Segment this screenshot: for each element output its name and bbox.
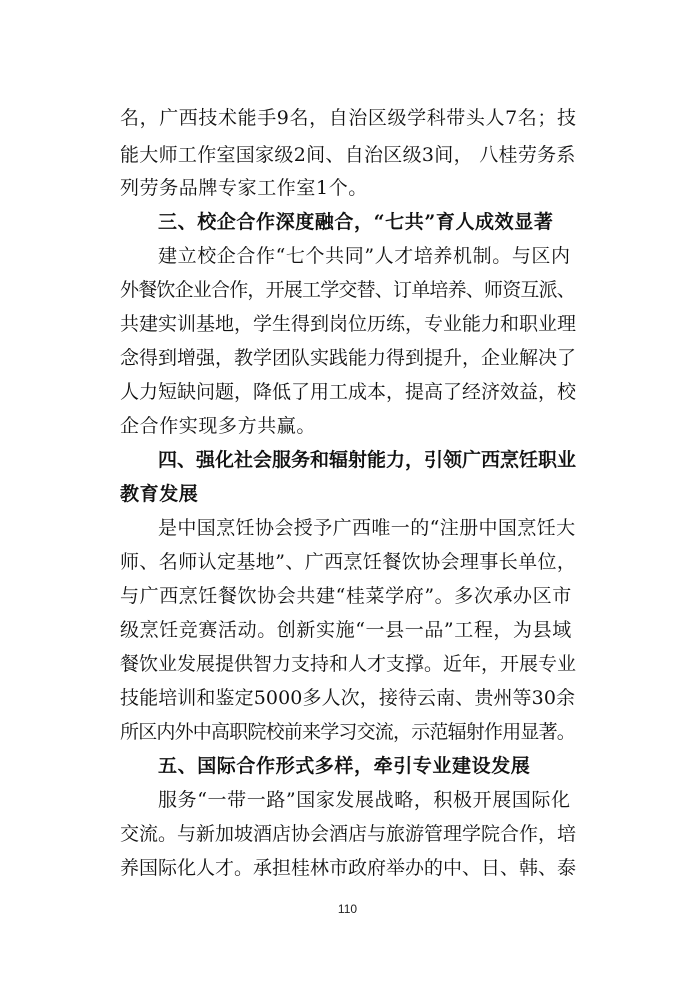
section-heading-3: 三、校企合作深度融合，“七共”育人成效显著 xyxy=(158,211,554,233)
text-line-5: 建立校企合作“七个共同”人才培养机制。与区内 xyxy=(158,245,571,267)
text-line-16: 级烹饪竞赛活动。创新实施“一县一品”工程，为县域 xyxy=(120,619,572,641)
text-line-3: 列劳务品牌专家工作室1个。 xyxy=(120,177,368,199)
text-line-23: 养国际化人才。承担桂林市政府举办的中、日、韩、泰 xyxy=(120,857,577,879)
text-line-21: 服务“一带一路”国家发展战略，积极开展国际化 xyxy=(158,789,571,811)
text-line-14: 师、名师认定基地”、广西烹饪餐饮协会理事长单位， xyxy=(120,551,577,573)
text-line-13: 是中国烹饪协会授予广西唯一的“注册中国烹饪大 xyxy=(158,517,576,539)
text-line-15: 与广西烹饪餐饮协会共建“桂菜学府”。多次承办区市 xyxy=(120,585,572,607)
text-line-22: 交流。与新加坡酒店协会酒店与旅游管理学院合作，培 xyxy=(120,823,577,845)
text-line-7: 共建实训基地，学生得到岗位历练，专业能力和职业理 xyxy=(120,313,577,335)
text-line-18: 技能培训和鉴定5000多人次，接待云南、贵州等30余 xyxy=(120,687,576,709)
section-heading-5: 五、国际合作形式多样，牵引专业建设发展 xyxy=(158,755,531,777)
text-line-2: 能大师工作室国家级2间、自治区级3间， 八桂劳务系 xyxy=(120,144,576,166)
text-line-1: 名，广西技术能手9名，自治区级学科带头人7名；技 xyxy=(120,107,577,129)
section-heading-4: 四、强化社会服务和辐射能力，引领广西烹饪职业 xyxy=(158,449,577,471)
section-heading-4-cont: 教育发展 xyxy=(120,483,199,505)
text-line-19: 所区内外中高职院校前来学习交流，示范辐射作用显著。 xyxy=(120,721,576,743)
text-line-9: 人力短缺问题，降低了用工成本，提高了经济效益，校 xyxy=(120,381,577,403)
text-line-6: 外餐饮企业合作，开展工学交替、订单培养、师资互派、 xyxy=(120,279,576,301)
page-number: 110 xyxy=(337,902,358,916)
text-line-17: 餐饮业发展提供智力支持和人才支撑。近年，开展专业 xyxy=(120,653,577,675)
text-line-8: 念得到增强，教学团队实践能力得到提升，企业解决了 xyxy=(120,347,577,369)
text-line-10: 企合作实现多方共赢。 xyxy=(120,415,317,437)
